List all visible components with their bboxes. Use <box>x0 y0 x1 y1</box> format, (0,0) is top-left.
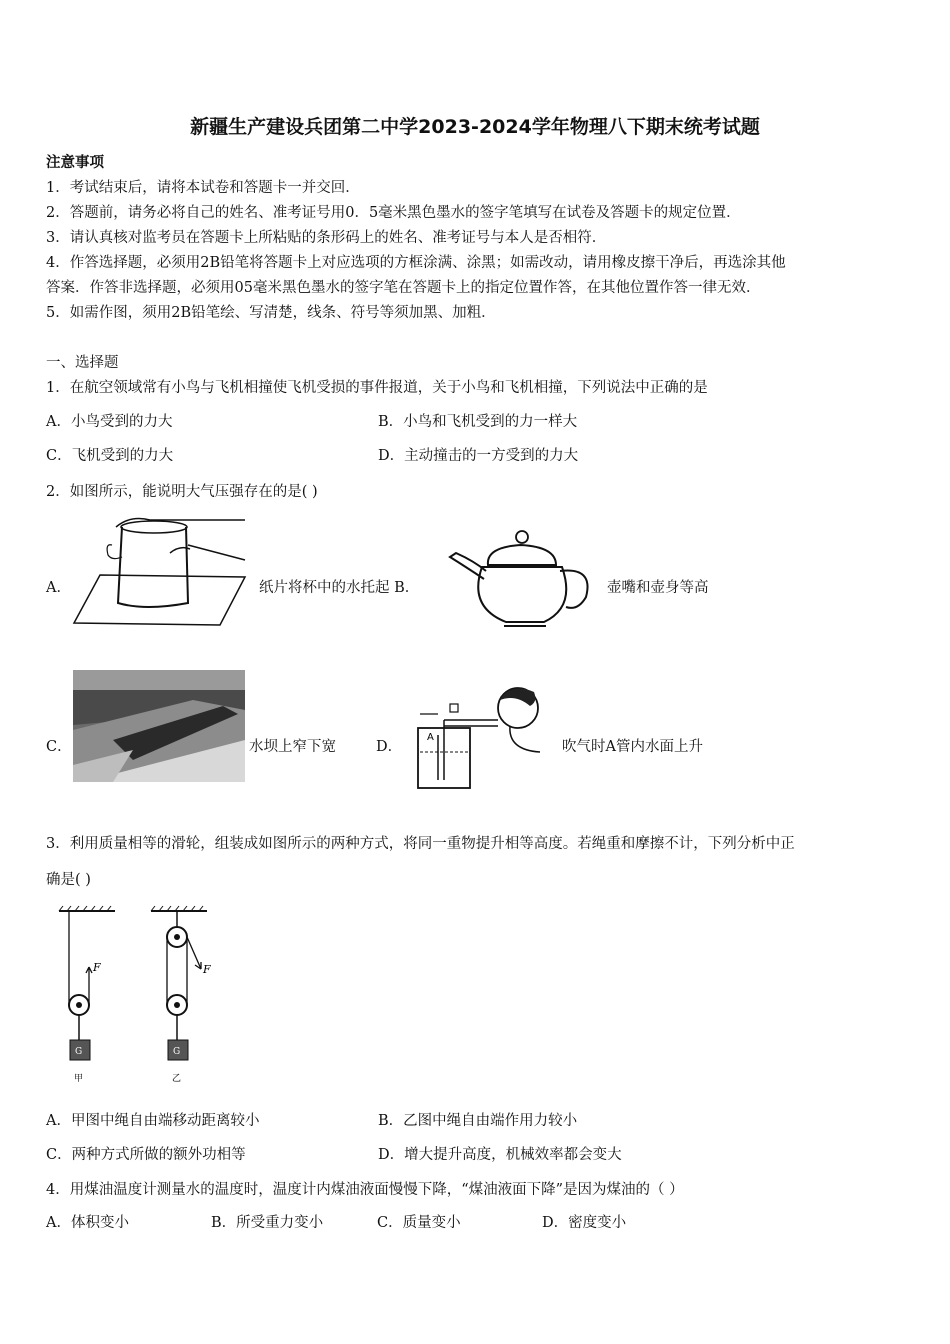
q3-stem-line1: 3．利用质量相等的滑轮，组装成如图所示的两种方式，将同一重物提升相等高度。若绳重和摩擦不计，下列分析中正 <box>46 836 795 852</box>
figure-teapot <box>446 527 596 632</box>
q4-option-d: D．密度变小 <box>542 1215 627 1231</box>
section-heading: 一、选择题 <box>46 355 119 371</box>
weight-label: G <box>75 1047 83 1057</box>
label-yi: 乙 <box>172 1074 182 1084</box>
notice-item: 1．考试结束后，请将本试卷和答题卡一并交回． <box>46 180 360 196</box>
q4-option-a: A．体积变小 <box>46 1215 129 1231</box>
q3-option-c: C．两种方式所做的额外功相等 <box>46 1147 246 1163</box>
q1-option-b: B．小鸟和飞机受到的力一样大 <box>378 414 578 430</box>
notice-item: 答案．作答非选择题，必须用05毫米黑色墨水的签字笔在答题卡上的指定位置作答，在其他位置作答一律无效． <box>46 280 761 296</box>
notice-item: 3．请认真核对监考员在答题卡上所粘贴的条形码上的姓名、准考证号与本人是否相符． <box>46 230 607 246</box>
figure-blow-tube <box>410 680 560 792</box>
q4-stem: 4．用煤油温度计测量水的温度时，温度计内煤油液面慢慢下降，“煤油液面下降”是因为煤油的（ ） <box>46 1182 684 1198</box>
force-label: F <box>93 961 101 974</box>
page-title: 新疆生产建设兵团第二中学2023-2024学年物理八下期末统考试题 <box>190 116 760 138</box>
q4-option-b: B．所受重力变小 <box>211 1215 324 1231</box>
q3-option-d: D．增大提升高度，机械效率都会变大 <box>378 1147 622 1163</box>
notice-heading: 注意事项 <box>46 154 104 171</box>
q2-option-d-label: D． <box>376 739 403 755</box>
q2-option-d-text: 吹气时A管内水面上升 <box>562 739 703 755</box>
q1-option-c: C．飞机受到的力大 <box>46 448 174 464</box>
q4-option-c: C．质量变小 <box>377 1215 461 1231</box>
q3-option-b: B．乙图中绳自由端作用力较小 <box>378 1113 578 1129</box>
q3-option-a: A．甲图中绳自由端移动距离较小 <box>46 1113 260 1129</box>
q2-option-a-text: 纸片将杯中的水托起 B． <box>259 580 420 596</box>
q2-option-a-label: A． <box>46 580 71 596</box>
q1-stem: 1．在航空领域常有小鸟与飞机相撞使飞机受损的事件报道，关于小鸟和飞机相撞，下列说法中正确的是 <box>46 380 708 396</box>
weight-label: G <box>173 1047 181 1057</box>
figure-cup-paper <box>70 515 250 630</box>
q1-option-d: D．主动撞击的一方受到的力大 <box>378 448 579 464</box>
force-label: F <box>203 963 211 976</box>
q3-stem-line2: 确是( ) <box>46 872 91 888</box>
q2-option-b-text: 壶嘴和壶身等高 <box>607 580 709 596</box>
tube-label: A <box>427 732 434 743</box>
notice-item: 5．如需作图，须用2B铅笔绘、写清楚，线条、符号等须加黑、加粗． <box>46 305 496 321</box>
notice-item: 4．作答选择题，必须用2B铅笔将答题卡上对应选项的方框涂满、涂黑；如需改动，请用橡皮擦干净后，再选涂其他 <box>46 255 786 271</box>
q2-stem: 2．如图所示，能说明大气压强存在的是( ) <box>46 484 318 500</box>
q1-option-a: A．小鸟受到的力大 <box>46 414 173 430</box>
q2-option-c-text: 水坝上窄下宽 <box>249 739 336 755</box>
label-jia: 甲 <box>74 1074 84 1084</box>
q2-option-c-label: C． <box>46 739 72 755</box>
figure-pulleys <box>55 905 225 1085</box>
figure-dam-photo <box>73 670 245 782</box>
notice-item: 2．答题前，请务必将自己的姓名、准考证号用0．5毫米黑色墨水的签字笔填写在试卷及答题卡的规定位置． <box>46 205 741 221</box>
